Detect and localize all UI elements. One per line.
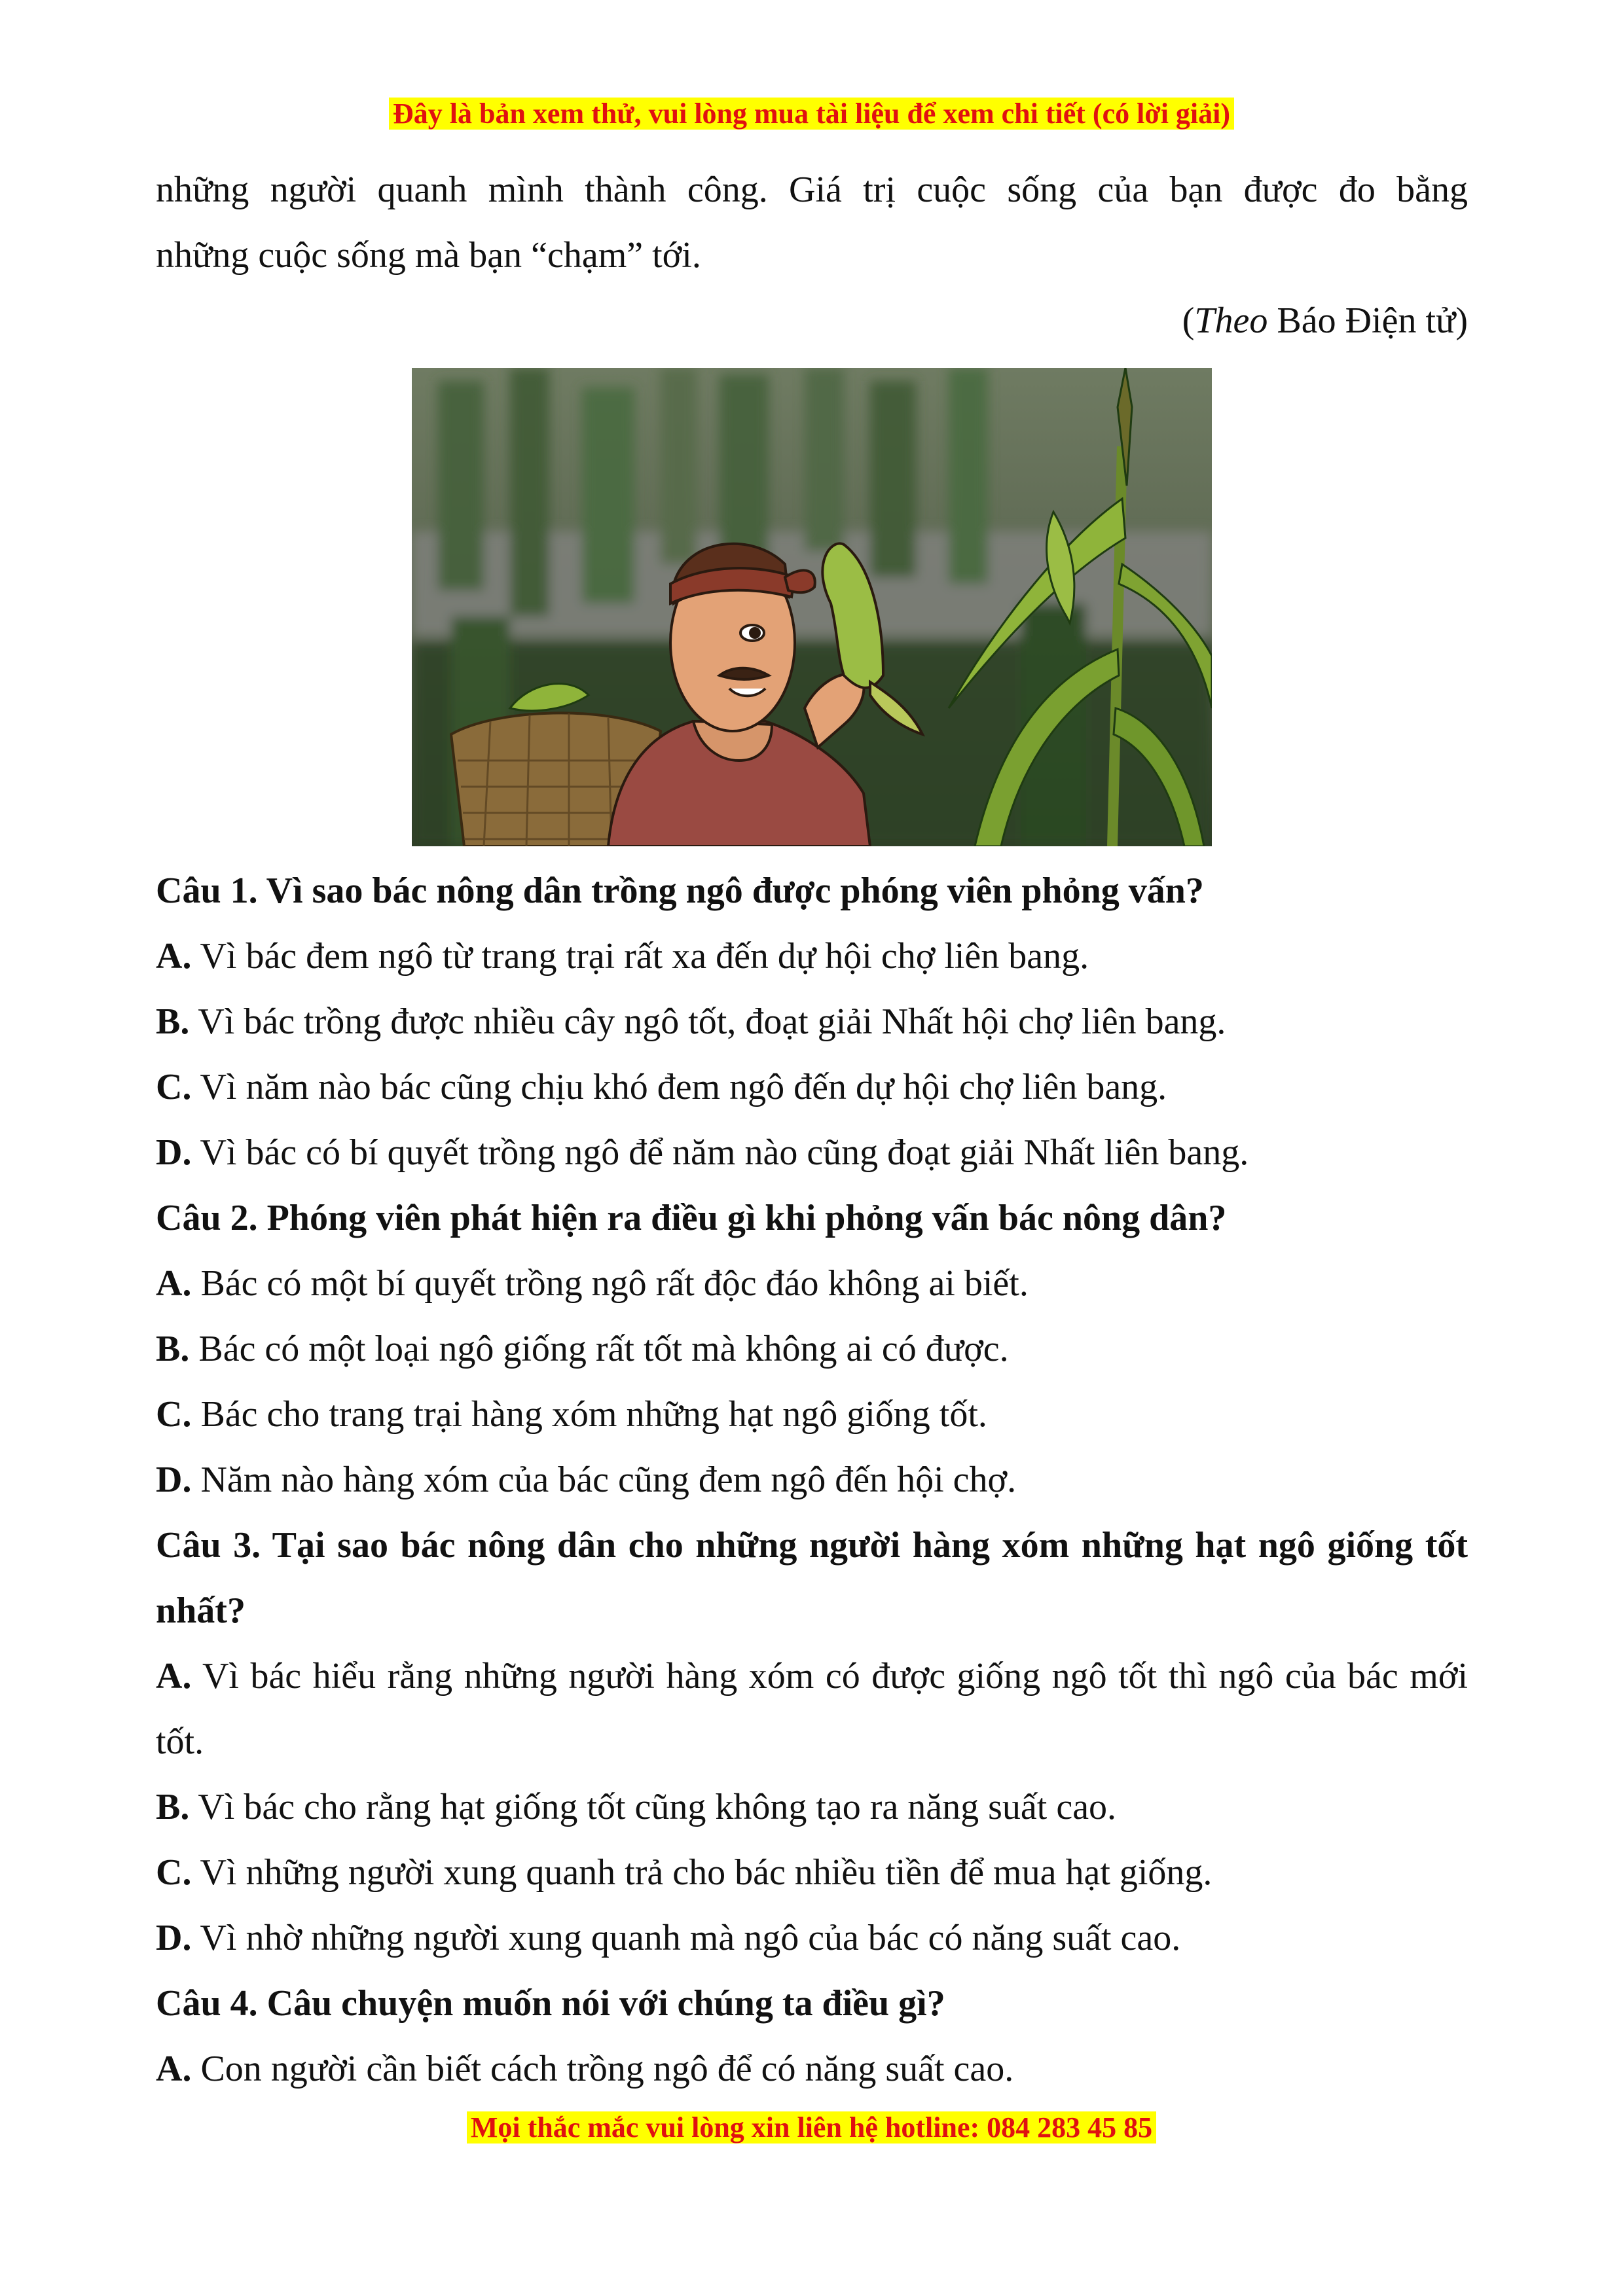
source-italic: Theo <box>1194 300 1268 341</box>
question-3-option-a: A. Vì bác hiểu rằng những người hàng xóm có được giống ngô tốt thì ngô của bác mới tốt. <box>156 1656 1468 1762</box>
question-3-option-d: D. Vì nhờ những người xung quanh mà ngô của bác có năng suất cao. <box>156 1918 1181 1958</box>
question-3-title: Câu 3. Tại sao bác nông dân cho những người hàng xóm những hạt ngô giống tốt nhất? <box>156 1525 1468 1631</box>
question-2-option-a: A. Bác có một bí quyết trồng ngô rất độc đáo không ai biết. <box>156 1263 1029 1304</box>
question-1 <box>156 858 1468 1185</box>
question-4 <box>156 1971 1468 2102</box>
question-2-title: Câu 2. Phóng viên phát hiện ra điều gì khi phỏng vấn bác nông dân? <box>156 1198 1227 1238</box>
document-body <box>156 157 1468 2102</box>
intro-line-1: những người quanh mình thành công. Giá trị cuộc sống của bạn được đo bằng <box>156 170 1468 210</box>
question-2-option-c: C. Bác cho trang trại hàng xóm những hạt ngô giống tốt. <box>156 1394 987 1435</box>
question-1-option-d: D. Vì bác có bí quyết trồng ngô để năm nào cũng đoạt giải Nhất liên bang. <box>156 1132 1249 1173</box>
preview-banner <box>0 96 1623 132</box>
question-1-option-b: B. Vì bác trồng được nhiều cây ngô tốt, đoạt giải Nhất hội chợ liên bang. <box>156 1001 1226 1042</box>
question-4-title: Câu 4. Câu chuyện muốn nói với chúng ta điều gì? <box>156 1983 945 2024</box>
question-3 <box>156 1513 1468 1971</box>
question-1-option-c: C. Vì năm nào bác cũng chịu khó đem ngô đến dự hội chợ liên bang. <box>156 1067 1167 1107</box>
question-1-option-a: A. Vì bác đem ngô từ trang trại rất xa đến dự hội chợ liên bang. <box>156 936 1089 977</box>
question-1-title: Câu 1. Vì sao bác nông dân trồng ngô được phóng viên phỏng vấn? <box>156 870 1204 911</box>
question-2 <box>156 1185 1468 1513</box>
intro-line-2: những cuộc sống mà bạn “chạm” tới. <box>156 235 701 276</box>
farmer-corn-illustration <box>412 368 1212 846</box>
question-2-option-b: B. Bác có một loại ngô giống rất tốt mà không ai có được. <box>156 1329 1009 1369</box>
source-citation: (Theo Báo Điện tử) <box>1182 300 1468 341</box>
preview-banner-text: Đây là bản xem thử, vui lòng mua tài liệu để xem chi tiết (có lời giải) <box>389 98 1234 130</box>
question-2-option-d: D. Năm nào hàng xóm của bác cũng đem ngô đến hội chợ. <box>156 1460 1017 1500</box>
hotline-banner <box>0 2109 1623 2146</box>
question-3-option-c: C. Vì những người xung quanh trả cho bác nhiều tiền để mua hạt giống. <box>156 1852 1213 1893</box>
question-4-option-a: A. Con người cần biết cách trồng ngô để có năng suất cao. <box>156 2049 1014 2089</box>
hotline-banner-text: Mọi thắc mắc vui lòng xin liên hệ hotline: 084 283 45 85 <box>467 2111 1156 2144</box>
question-3-option-b: B. Vì bác cho rằng hạt giống tốt cũng không tạo ra năng suất cao. <box>156 1787 1117 1827</box>
